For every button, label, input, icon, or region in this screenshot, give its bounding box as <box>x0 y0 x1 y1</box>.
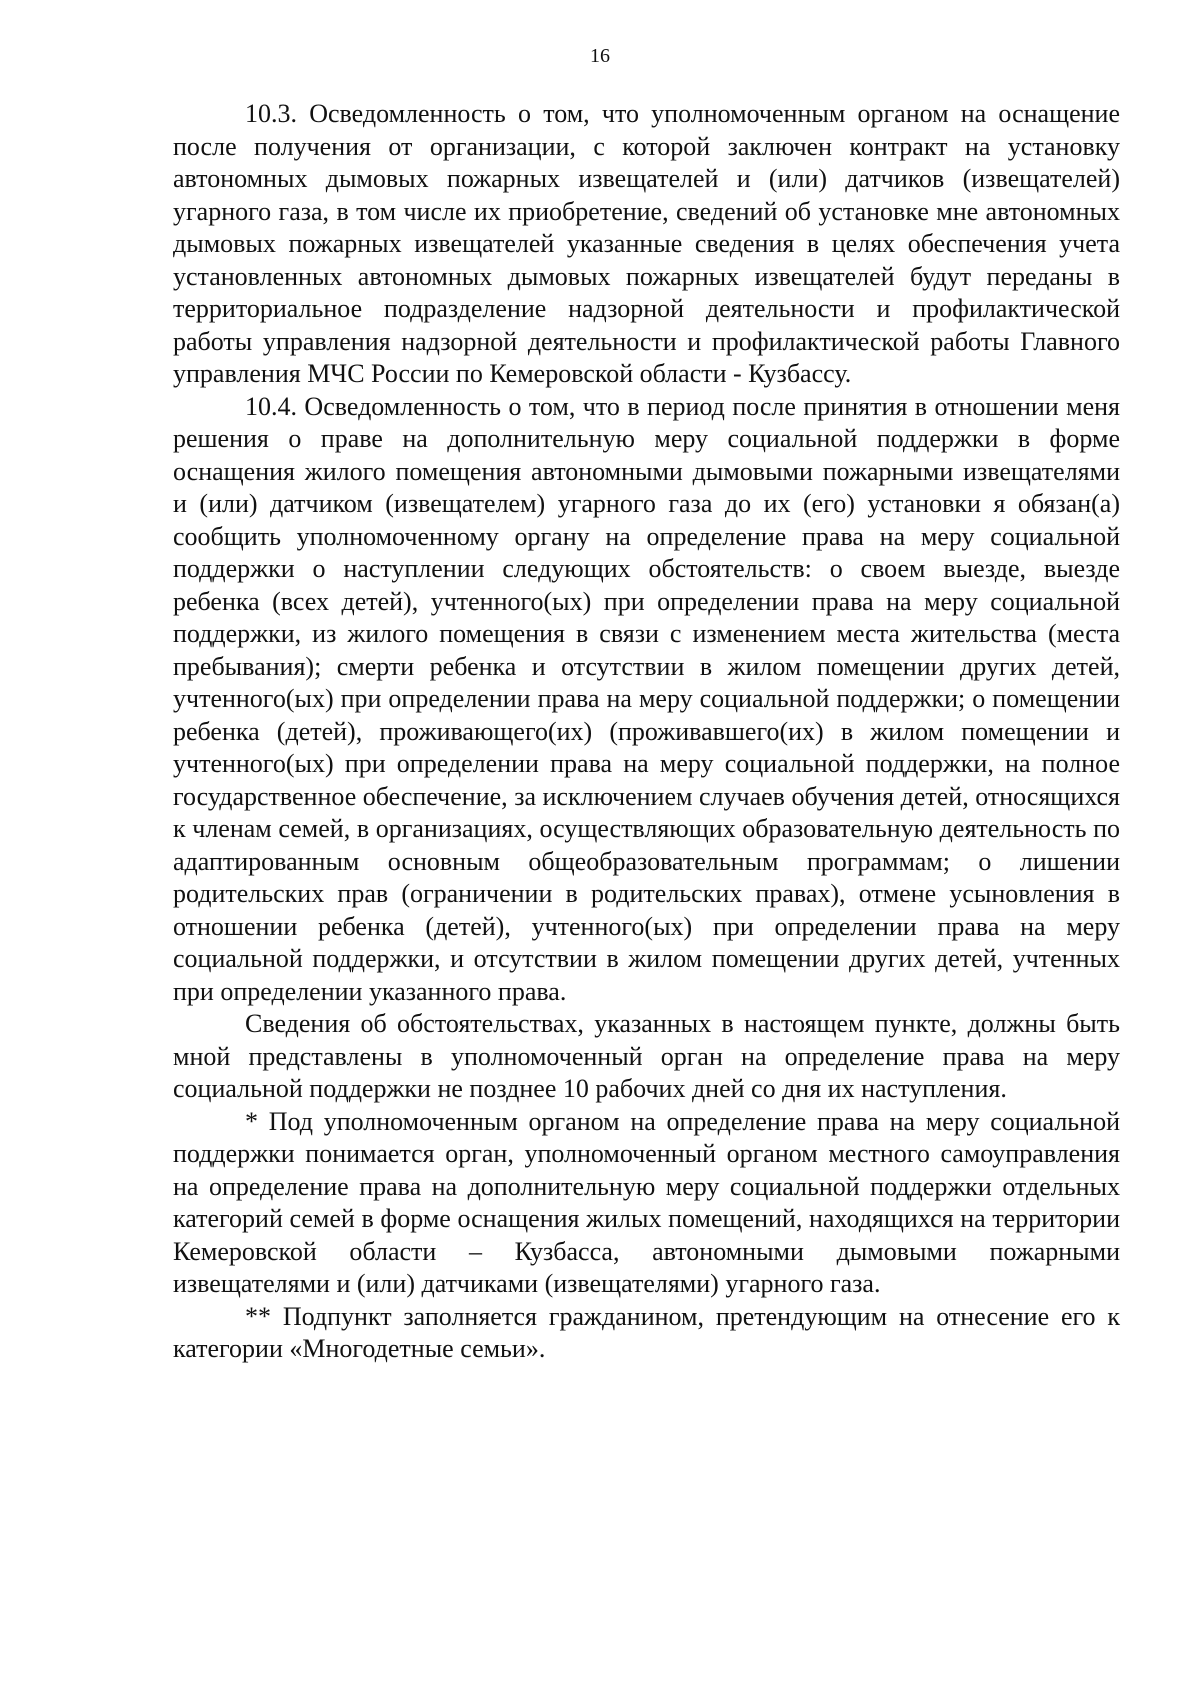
document-body <box>173 98 1120 1366</box>
footnote-large-family: ** Подпункт заполняется гражданином, претендующим на отнесение его к категории «Многодетные семьи». <box>173 1301 1120 1363</box>
footnote-authorized-body: * Под уполномоченным органом на определение права на меру социальной поддержки понимается орган, уполномоченный органом местного самоуправления на определение права на дополнительную меру социальной поддержки отдельных категорий семей в форме оснащения жилых помещений, находящихся на территории Кемеровской области – Кузбасса, автономными дымовыми пожарными извещателями и (или) датчиками (извещателями) угарного газа. <box>173 1106 1120 1298</box>
paragraph-10-3: 10.3. Осведомленность о том, что уполномоченным органом на оснащение после получения от организации, с которой заключен контракт на установку автономных дымовых пожарных извещателей и (или) датчиков (извещателей) угарного газа, в том числе их приобретение, сведений об установке мне автономных дымовых пожарных извещателей указанные сведения в целях обеспечения учета установленных автономных дымовых пожарных извещателей будут переданы в территориальное подразделение надзорной деятельности и профилактической работы управления надзорной деятельности и профилактической работы Главного управления МЧС России по Кемеровской области - Кузбассу. <box>173 99 1120 388</box>
page-number: 16 <box>590 45 610 67</box>
paragraph-10-4: 10.4. Осведомленность о том, что в период после принятия в отношении меня решения о праве на дополнительную меру социальной поддержки в форме оснащения жилого помещения автономными дымовыми пожарными извещателями и (или) датчиком (извещателем) угарного газа до их (его) установки я обязан(а) сообщить уполномоченному органу на определение права на меру социальной поддержки о наступлении следующих обстоятельств: о своем выезде, выезде ребенка (всех детей), учтенного(ых) при определении права на меру социальной поддержки, из жилого помещения в связи с изменением места жительства (места пребывания); смерти ребенка и отсутствии в жилом помещении других детей, учтенного(ых) при определении права на меру социальной поддержки; о помещении ребенка (детей), проживающего(их) (проживавшего(их) в жилом помещении и учтенного(ых) при определении права на меру социальной поддержки, на полное государственное обеспечение, за исключением случаев обучения детей, относящихся к членам семей, в организациях, осуществляющих образовательную деятельность по адаптированным основным общеобразовательным программам; о лишении родительских прав (ограничении в родительских правах), отмене усыновления в отношении ребенка (детей), учтенного(ых) при определении права на меру социальной поддержки, и отсутствии в жилом помещении других детей, учтенных при определении указанного права. <box>173 391 1120 1006</box>
paragraph-reporting-deadline: Сведения об обстоятельствах, указанных в настоящем пункте, должны быть мной представлены в уполномоченный орган на определение права на меру социальной поддержки не позднее 10 рабочих дней со дня их наступления. <box>173 1009 1120 1103</box>
